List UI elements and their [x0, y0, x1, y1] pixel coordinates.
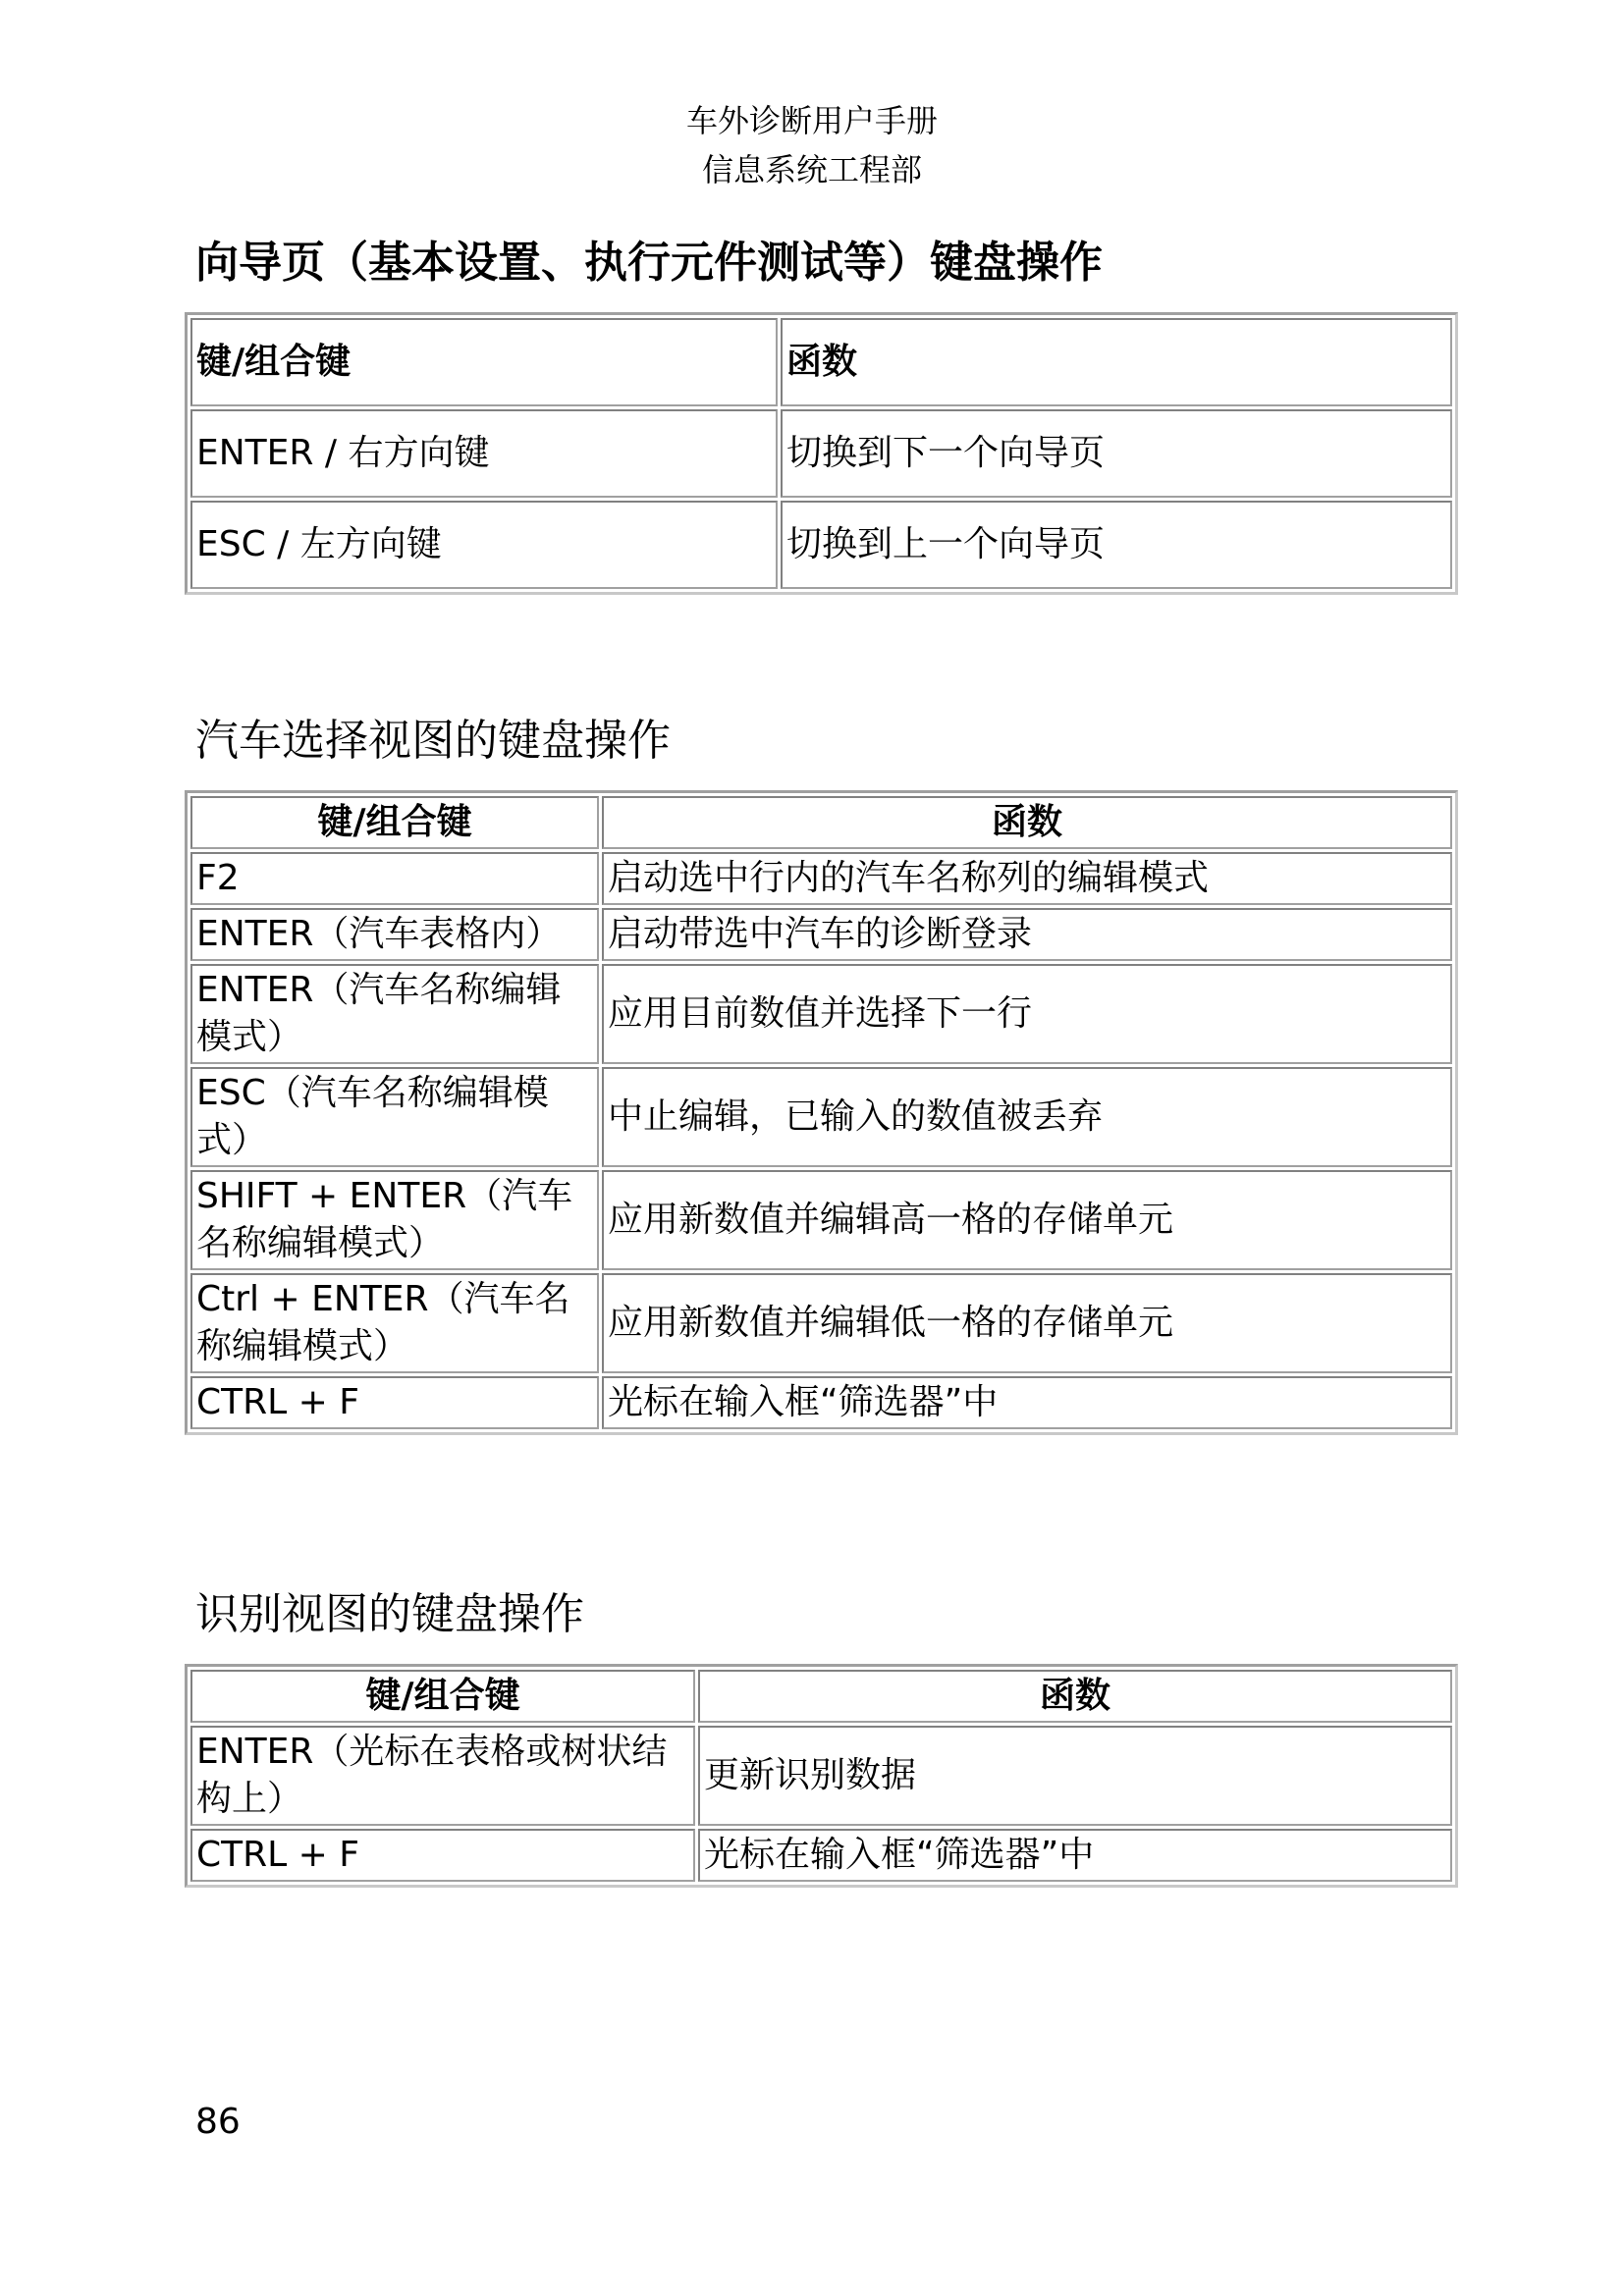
- table-row: [190, 1170, 1452, 1270]
- key-cell: ENTER（汽车表格内）: [190, 908, 599, 961]
- table-row: [190, 1726, 1452, 1826]
- table-row: [190, 964, 1452, 1064]
- column-header-function: 函数: [698, 1670, 1452, 1723]
- section-title-vehicle-selection: 汽车选择视图的键盘操作: [195, 716, 671, 766]
- table-row: [190, 908, 1452, 961]
- key-cell: CTRL + F: [190, 1829, 695, 1882]
- identification-keys-table: [185, 1664, 1458, 1888]
- key-cell: ENTER（光标在表格或树状结构上）: [190, 1726, 695, 1826]
- section-title-wizard: 向导页（基本设置、执行元件测试等）键盘操作: [195, 238, 1103, 288]
- header-line-1: 车外诊断用户手册: [685, 102, 938, 139]
- column-header-function: 函数: [781, 318, 1452, 406]
- function-cell: 应用新数值并编辑高一格的存储单元: [602, 1170, 1452, 1270]
- page-header: [0, 96, 1624, 194]
- header-line-2: 信息系统工程部: [701, 151, 922, 188]
- column-header-key: 键/组合键: [190, 1670, 695, 1723]
- function-cell: 启动带选中汽车的诊断登录: [602, 908, 1452, 961]
- function-cell: 更新识别数据: [698, 1726, 1452, 1826]
- function-cell: 切换到下一个向导页: [781, 409, 1452, 498]
- function-cell: 启动选中行内的汽车名称列的编辑模式: [602, 852, 1452, 905]
- key-cell: ESC / 左方向键: [190, 501, 778, 589]
- key-cell: F2: [190, 852, 599, 905]
- key-cell: ENTER（汽车名称编辑模式）: [190, 964, 599, 1064]
- function-cell: 光标在输入框“筛选器”中: [698, 1829, 1452, 1882]
- table-header-row: [190, 1670, 1452, 1723]
- function-cell: 光标在输入框“筛选器”中: [602, 1376, 1452, 1429]
- table-row: [190, 1067, 1452, 1167]
- table-row: [190, 1376, 1452, 1429]
- table-row: [190, 501, 1452, 589]
- column-header-key: 键/组合键: [190, 318, 778, 406]
- vehicle-selection-keys-table: [185, 790, 1458, 1435]
- key-cell: Ctrl + ENTER（汽车名称编辑模式）: [190, 1273, 599, 1373]
- table-header-row: [190, 796, 1452, 849]
- wizard-keys-table: [185, 312, 1458, 595]
- column-header-key: 键/组合键: [190, 796, 599, 849]
- table-row: [190, 1273, 1452, 1373]
- table-row: [190, 409, 1452, 498]
- function-cell: 切换到上一个向导页: [781, 501, 1452, 589]
- function-cell: 中止编辑，已输入的数值被丢弃: [602, 1067, 1452, 1167]
- section-title-identification: 识别视图的键盘操作: [195, 1589, 584, 1639]
- column-header-function: 函数: [602, 796, 1452, 849]
- key-cell: CTRL + F: [190, 1376, 599, 1429]
- function-cell: 应用新数值并编辑低一格的存储单元: [602, 1273, 1452, 1373]
- key-cell: SHIFT + ENTER（汽车名称编辑模式）: [190, 1170, 599, 1270]
- table-row: [190, 1829, 1452, 1882]
- function-cell: 应用目前数值并选择下一行: [602, 964, 1452, 1064]
- key-cell: ENTER / 右方向键: [190, 409, 778, 498]
- page-number: 86: [195, 2102, 241, 2142]
- key-cell: ESC（汽车名称编辑模式）: [190, 1067, 599, 1167]
- table-header-row: [190, 318, 1452, 406]
- table-row: [190, 852, 1452, 905]
